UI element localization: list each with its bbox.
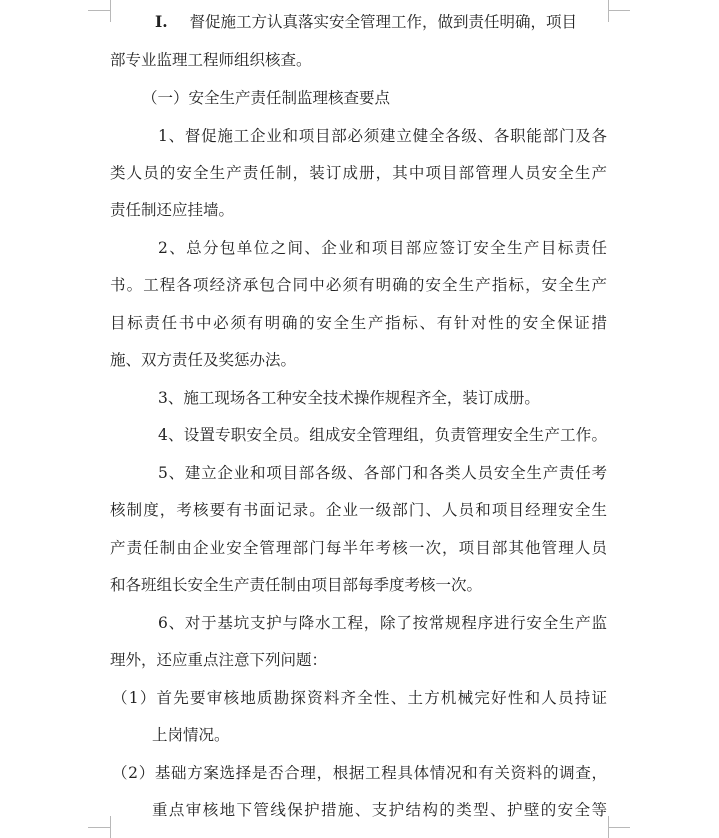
heading-text: 督促施工方认真落实安全管理工作，做到责任明确，项目 [189,13,578,31]
item-1-line-1: 1、督促施工企业和项目部必须建立健全各级、各职能部门及各 [158,127,607,145]
item-1-line-2: 类人员的安全生产责任制，装订成册，其中项目部管理人员安全生产 [110,164,607,182]
item-3: 3、施工现场各工种安全技术操作规程齐全，装订成册。 [158,389,540,407]
crop-mark-bottom-left-v [110,816,111,838]
item-5-line-3: 产责任制由企业安全管理部门每半年考核一次，项目部其他管理人员 [110,539,607,557]
sub-item-2-line-1: （2）基础方案选择是否合理，根据工程具体情况和有关资料的调查， [112,764,607,782]
crop-mark-top-right-v [608,0,609,22]
sub-item-1-line-1: （1）首先要审核地质勘探资料齐全性、土方机械完好性和人员持证 [112,689,607,707]
sub-item-2-line-2: 重点审核地下管线保护措施、支护结构的类型、护壁的安全等 [152,801,607,819]
item-2-line-3: 目标责任书中必须有明确的安全生产指标、有针对性的安全保证措 [110,314,607,332]
item-6-line-2: 理外，还应重点注意下列问题： [110,651,328,669]
item-6-line-1: 6、对于基坑支护与降水工程，除了按常规程序进行安全生产监 [158,614,607,632]
item-2-line-2: 书。工程各项经济承包合同中必须有明确的安全生产指标，安全生产 [110,276,607,294]
heading-line-2: 部专业监理工程师组织核查。 [110,51,312,69]
item-1-line-3: 责任制还应挂墙。 [110,201,235,219]
item-5-line-4: 和各班组长安全生产责任制由项目部每季度考核一次。 [110,576,483,594]
crop-mark-bottom-right-h [608,827,630,828]
sub-item-1-line-2: 上岗情况。 [152,726,230,744]
heading-line-1 [155,12,577,32]
section-title: （一）安全生产责任制监理核查要点 [142,89,391,107]
item-5-line-2: 核制度，考核要有书面记录。企业一级部门、人员和项目经理安全生 [110,501,607,519]
crop-mark-top-right-h [608,10,630,11]
item-4: 4、设置专职安全员。组成安全管理组，负责管理安全生产工作。 [158,426,607,444]
crop-mark-bottom-right-v [608,816,609,838]
crop-mark-bottom-left-h [88,827,110,828]
item-2-line-1: 2、总分包单位之间、企业和项目部应签订安全生产目标责任 [158,239,607,257]
crop-mark-top-left-v [110,0,111,22]
crop-mark-top-left-h [88,10,110,11]
item-5-line-1: 5、建立企业和项目部各级、各部门和各类人员安全生产责任考 [158,464,607,482]
heading-numeral: I. [155,12,168,31]
item-2-line-4: 施、双方责任及奖惩办法。 [110,351,297,369]
